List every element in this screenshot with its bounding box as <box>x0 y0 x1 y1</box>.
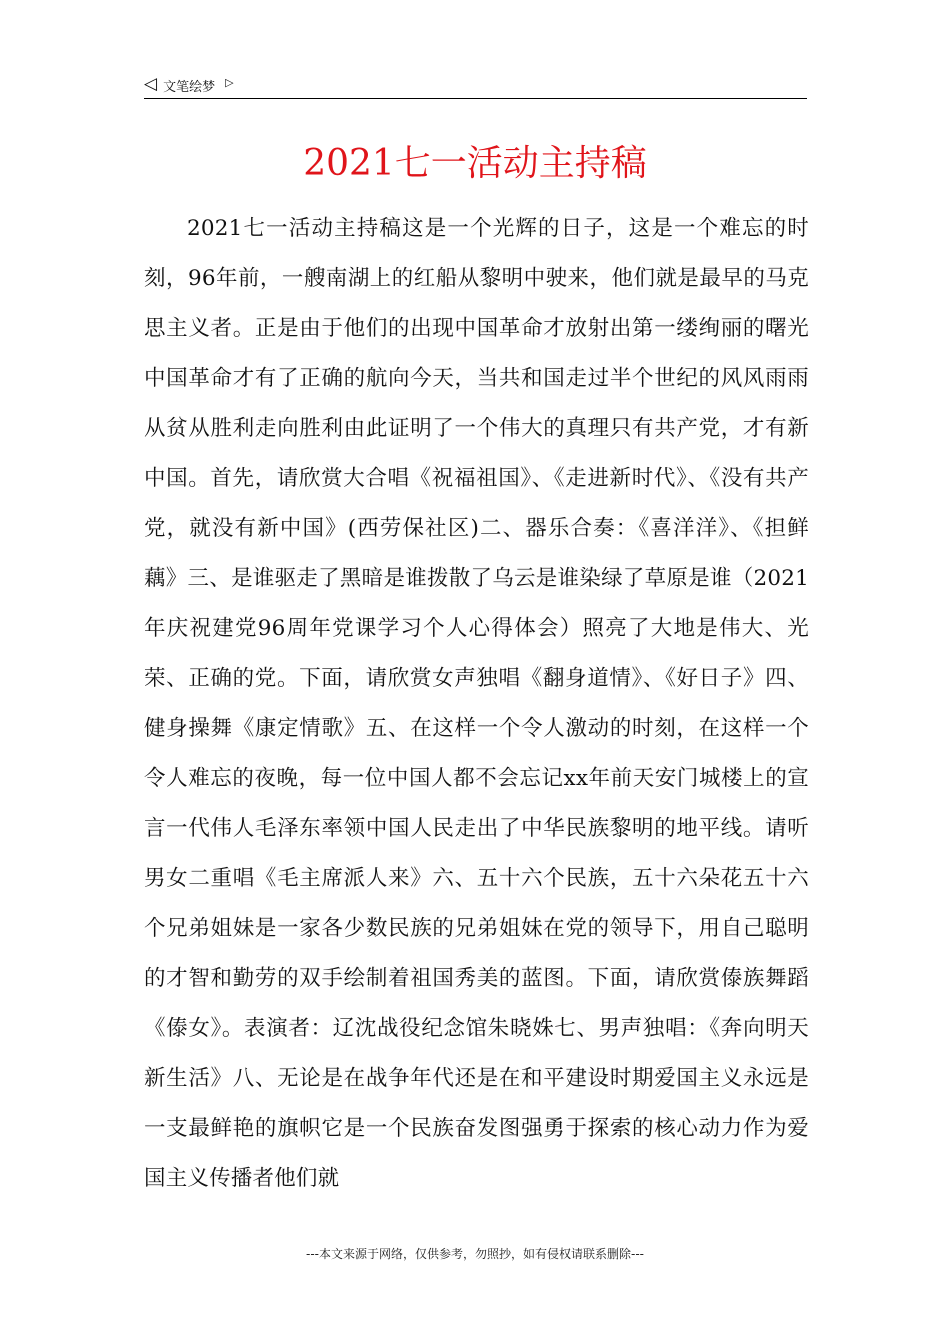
triangle-left-icon: ◁ <box>144 73 158 94</box>
triangle-right-icon: ▷ <box>225 75 234 89</box>
document-title: 2021七一活动主持稿 <box>303 143 647 184</box>
page-header <box>144 72 807 99</box>
page-footer: ---本文来源于网络，仅供参考，勿照抄，如有侵权请联系删除--- <box>306 1247 644 1261</box>
document-body: 2021七一活动主持稿这是一个光辉的日子，这是一个难忘的时刻，96年前，一艘南湖上的红船从黎明中驶来，他们就是最早的马克思主义者。正是由于他们的出现中国革命才放射出第一缕绚丽的曙光中国革命才有了正确的航向今天，当共和国走过半个世纪的风风雨雨从贫从胜利走向胜利由此证明了一个伟大的真理只有共产党，才有新中国。首先，请欣赏大合唱《祝福祖国》、《走进新时代》、《没有共产党，就没有新中国》(西劳保社区)二、器乐合奏：《喜洋洋》、《担鲜藕》三、是谁驱走了黑暗是谁拨散了乌云是谁染绿了草原是谁（2021年庆祝建党96周年党课学习个人心得体会）照亮了大地是伟大、光荣、正确的党。下面，请欣赏女声独唱《翻身道情》、《好日子》四、健身操舞《康定情歌》五、在这样一个令人激动的时刻，在这样一个令人难忘的夜晚，每一位中国人都不会忘记xx年前天安门城楼上的宣言一代伟人毛泽东率领中国人民走出了中华民族黎明的地平线。请听男女二重唱《毛主席派人来》六、五十六个民族，五十六朵花五十六个兄弟姐妹是一家各少数民族的兄弟姐妹在党的领导下，用自己聪明的才智和勤劳的双手绘制着祖国秀美的蓝图。下面，请欣赏傣族舞蹈《傣女》。表演者：辽沈战役纪念馆朱晓姝七、男声独唱：《奔向明天新生活》八、无论是在战争年代还是在和平建设时期爱国主义永远是一支最鲜艳的旗帜它是一个民族奋发图强勇于探索的核心动力作为爱国主义传播者他们就 <box>144 216 809 1191</box>
header-brand: 文笔绘梦 <box>163 79 216 95</box>
